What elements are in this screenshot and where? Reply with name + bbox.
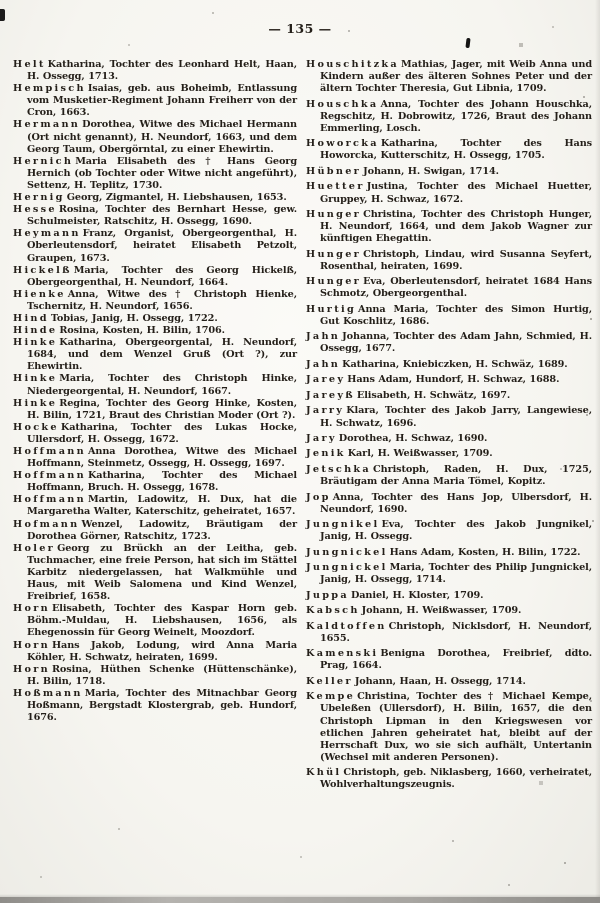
entry-text: Maria, Tochter des Mitnachbar Georg Hoßmann, Bergstadt Klostergrab, geb. Hundorf, 1676.: [27, 687, 297, 724]
entry-surname: Kaldtoffen: [306, 620, 387, 632]
right-column: [306, 59, 592, 795]
register-entry: [306, 209, 592, 245]
entry-surname: Hofmann: [13, 518, 80, 530]
entry-text: Katharina, Tochter des Hans Howorcka, Kutterschitz, H. Ossegg, 1705.: [320, 138, 592, 162]
entry-text: Hans Adam, Kosten, H. Bilin, 1722.: [389, 546, 581, 558]
entry-surname: Jenik: [306, 448, 346, 460]
entry-text: Anna, Tochter des Johann Houschka, Regschitz, H. Dobrowitz, 1726, Braut des Johann Emmerling, Losch.: [320, 98, 592, 134]
entry-text: Christoph, geb. Niklasberg, 1660, verheiratet, Wohlverhaltungszeugnis.: [320, 767, 592, 791]
entry-surname: Jary: [306, 433, 337, 444]
entry-text: Christoph, Nicklsdorf, H. Neundorf, 1655.: [320, 620, 592, 644]
entry-text: Anna Dorothea, Witwe des Michael Hoffmann, Steinmetz, Ossegg, H. Ossegg, 1697.: [27, 446, 297, 470]
entry-text: Rosina, Hüthen Schenke (Hüttenschänke), H. Bilin, 1718.: [27, 663, 297, 687]
register-entry: [13, 494, 297, 518]
entry-surname: Khül: [306, 767, 342, 779]
entry-surname: Hienke: [13, 288, 66, 300]
entry-surname: Keller: [306, 675, 353, 687]
entry-surname: Houschka: [306, 98, 379, 110]
entry-text: Rosina, Kosten, H. Bilin, 1706.: [59, 325, 225, 337]
register-entry: [13, 204, 297, 228]
entry-text: Christoph, Raden, H. Dux, 1725, Bräutigam der Anna Maria Tömel, Kopitz.: [320, 463, 592, 488]
entry-surname: Horn: [13, 663, 50, 675]
entry-surname: Kabsch: [306, 605, 360, 617]
register-entry: [13, 664, 297, 688]
entry-surname: Hinke: [13, 337, 58, 349]
register-entry: [306, 562, 592, 586]
entry-text: Georg zu Brückh an der Leitha, geb. Tuchmacher, eine freie Person, hat sich im Stättel Karbitz niedergelassen, hat Walkmühle und Haus, mit Weib Salomena und Kind Wenzel, Freibrief, 1658.: [27, 542, 297, 603]
register-entry: [13, 156, 297, 192]
entry-surname: Hickelß: [13, 264, 72, 276]
scan-artifact-specks: [0, 0, 2, 2]
entry-text: Elisabeth, H. Schwätz, 1697.: [356, 389, 511, 401]
entry-surname: Hurtig: [306, 303, 357, 315]
entry-surname: Jarey: [306, 374, 346, 386]
entry-text: Hans Jakob, Lodung, wird Anna Maria Köhler, H. Schwatz, heiraten, 1699.: [27, 639, 297, 663]
entry-surname: Hempisch: [13, 83, 86, 95]
register-entry: [13, 59, 297, 83]
register-entry: [13, 325, 297, 337]
entry-text: Johann, H. Weißwasser, 1709.: [361, 605, 522, 617]
left-column: [13, 59, 297, 724]
entry-surname: Hunger: [306, 248, 362, 260]
entry-text: Tobias, Janig, H. Ossegg, 1722.: [50, 312, 218, 324]
entry-text: Katharina, Tochter des Michael Hoffmann, Bruch. H. Ossegg, 1678.: [27, 470, 297, 494]
register-entry: [13, 119, 297, 155]
entry-surname: Helt: [13, 59, 46, 70]
entry-surname: Hoffmann: [13, 446, 86, 457]
entry-text: Christina, Tochter des Christoph Hunger, H. Neundorf, 1664, und dem Jakob Wagner zur künftigen Ehegattin.: [320, 208, 592, 245]
register-entry: [13, 398, 297, 422]
register-entry: [306, 590, 592, 602]
register-entry: [306, 405, 592, 429]
entry-surname: Heymann: [13, 228, 81, 240]
entry-text: Justina, Tochter des Michael Huetter, Gruppey, H. Schwaz, 1672.: [320, 181, 592, 205]
entry-text: Daniel, H. Kloster, 1709.: [350, 589, 484, 601]
entry-text: Isaias, geb. aus Boheimb, Entlassung vom Musketier-Regiment Johann Freiherr von der Cron, 1663.: [27, 83, 297, 119]
entry-text: Mathias, Jager, mit Weib Anna und Kindern außer des älteren Sohnes Peter und der ältern Tochter Theresia, Gut Libnia, 1709.: [320, 59, 592, 95]
register-entry: [306, 492, 592, 516]
entry-text: Karl, H. Weißwasser, 1709.: [347, 448, 493, 460]
entry-surname: Huetter: [306, 181, 365, 193]
entry-text: Rosina, Tochter des Bernhart Hesse, gew. Schulmeister, Ratschitz, H. Ossegg, 1690.: [27, 204, 297, 228]
entry-text: Katharina, Tochter des Lukas Hocke, Ullersdorf, H. Ossegg, 1672.: [27, 421, 297, 445]
entry-text: Anna Maria, Tochter des Simon Hurtig, Gut Koschlitz, 1686.: [320, 303, 592, 327]
entry-surname: Kamenski: [306, 648, 379, 660]
register-entry: [13, 519, 297, 543]
entry-text: Maria, Tochter des Philip Jungnickel, Janig, H. Ossegg, 1714.: [320, 562, 592, 586]
entry-surname: Hunger: [306, 276, 362, 288]
register-entry: [306, 99, 592, 135]
register-entry: [306, 433, 592, 445]
register-entry: [306, 547, 592, 559]
entry-text: Johann, H. Swigan, 1714.: [363, 165, 499, 177]
entry-text: Christina, Tochter des † Michael Kempe, Ubeleßen (Ullersdorf), H. Bilin, 1657, die den Christoph Lipman in den Kriegswesen vor etlichen Jahren geheiratet hat, bleibt auf der Herrschaft Dux, wo sie sich aufhält, Untertanin (Wechsel mit anderen Personen).: [320, 691, 592, 763]
entry-text: Georg, Zigmantel, H. Liebshausen, 1653.: [66, 192, 287, 204]
entry-surname: Hübner: [306, 165, 362, 177]
register-entry: [13, 289, 297, 313]
entry-surname: Jareyß: [306, 389, 355, 401]
entry-surname: Hunger: [306, 208, 362, 220]
entry-text: Elisabeth, Tochter des Kaspar Horn geb. Böhm.-Muldau, H. Liebshausen, 1656, als Ehegenossin für Georg Weinelt, Moozdorf.: [27, 603, 297, 639]
entry-text: Benigna Dorothea, Freibrief, ddto. Prag, 1664.: [320, 648, 592, 672]
page-number: — 135 —: [268, 21, 332, 36]
register-entry: [306, 181, 592, 205]
entry-surname: Hocke: [13, 421, 59, 433]
entry-text: Martin, Ladowitz, H. Dux, hat die Margaretha Walter, Katerschitz, geheiratet, 1657.: [27, 494, 297, 518]
register-entry: [306, 691, 592, 764]
entry-surname: Horn: [13, 603, 50, 615]
register-entry: [13, 603, 297, 639]
register-entry: [306, 304, 592, 328]
entry-text: Christoph, Lindau, wird Susanna Seyfert, Rosenthal, heiraten, 1699.: [320, 248, 592, 272]
entry-surname: Jungnickel: [306, 546, 388, 558]
register-entry: [13, 640, 297, 664]
scan-artifact-ink-blob: [465, 38, 470, 48]
register-entry: [306, 390, 592, 402]
register-entry: [13, 192, 297, 204]
register-entry: [13, 228, 297, 264]
entry-surname: Juppa: [306, 589, 349, 601]
entry-text: Katharina, Tochter des Leonhard Helt, Haan, H. Ossegg, 1713.: [27, 59, 297, 83]
entry-surname: Hinke: [13, 373, 58, 385]
entry-text: Regina, Tochter des Georg Hinke, Kosten, H. Bilin, 1721, Braut des Christian Moder (Ort ?).: [27, 397, 297, 421]
entry-surname: Hinde: [13, 325, 58, 337]
entry-surname: Hoffmann: [13, 494, 86, 506]
register-entry: [306, 648, 592, 672]
entry-surname: Hoffmann: [13, 470, 86, 482]
entry-surname: Jetschka: [306, 463, 372, 475]
entry-text: Johanna, Tochter des Adam Jahn, Schmied, H. Ossegg, 1677.: [320, 331, 592, 355]
register-entry: [13, 83, 297, 119]
entry-surname: Jahn: [306, 358, 341, 370]
register-entry: [13, 337, 297, 373]
register-entry: [13, 688, 297, 724]
entry-surname: Hesse: [13, 204, 57, 216]
scan-artifact-bottom-edge: [0, 897, 600, 903]
entry-surname: Howorcka: [306, 138, 379, 150]
register-entry: [13, 470, 297, 494]
register-entry: [306, 138, 592, 162]
entry-text: Maria, Tochter des Georg Hickelß, Obergeorgenthal, H. Neundorf, 1664.: [27, 264, 297, 288]
register-entry: [306, 464, 592, 488]
register-entry: [306, 374, 592, 386]
entry-surname: Jahn: [306, 331, 341, 343]
entry-surname: Houschitzka: [306, 59, 399, 70]
register-entry: [306, 621, 592, 645]
entry-surname: Hermann: [13, 119, 81, 131]
register-entry: [13, 543, 297, 603]
scan-artifact-page-edge: [595, 0, 600, 903]
entry-text: Dorothea, H. Schwaz, 1690.: [338, 433, 488, 444]
entry-surname: Jop: [306, 491, 331, 503]
entry-text: Anna, Tochter des Hans Jop, Ulbersdorf, H. Neundorf, 1690.: [320, 491, 592, 515]
register-entry: [13, 313, 297, 325]
register-entry: [13, 373, 297, 397]
register-entry: [306, 676, 592, 688]
entry-text: Hans Adam, Hundorf, H. Schwaz, 1688.: [347, 374, 560, 386]
entry-text: Maria Elisabeth des † Hans Georg Hernich (ob Tochter oder Witwe nicht angeführt), Settenz, H. Teplitz, 1730.: [27, 155, 297, 191]
entry-surname: Kempe: [306, 691, 356, 703]
register-entry: [306, 166, 592, 178]
entry-text: Dorothea, Witwe des Michael Hermann (Ort nicht genannt), H. Neundorf, 1663, und dem Georg Taum, Obergörntal, zu einer Ehewirtin.: [27, 119, 297, 155]
entry-text: Eva, Oberleutensdorf, heiratet 1684 Hans Schmotz, Obergeorgenthal.: [320, 276, 592, 300]
register-entry: [306, 359, 592, 371]
entry-text: Anna, Witwe des † Christoph Hienke, Tschernitz, H. Neundorf, 1656.: [27, 288, 297, 312]
entry-surname: Jungnikel: [306, 519, 380, 531]
entry-surname: Holer: [13, 542, 56, 554]
register-entry: [13, 265, 297, 289]
register-entry: [13, 422, 297, 446]
register-entry: [13, 446, 297, 470]
register-entry: [306, 448, 592, 460]
entry-text: Katharina, Obergeorgental, H. Neundorf, 1684, und dem Wenzel Gruß (Ort ?), zur Ehewirtin.: [27, 337, 297, 373]
register-entry: [306, 249, 592, 273]
entry-text: Wenzel, Ladowitz, Bräutigam der Dorothea Görner, Ratschitz, 1723.: [27, 518, 297, 542]
register-entry: [306, 767, 592, 791]
entry-text: Johann, Haan, H. Ossegg, 1714.: [354, 675, 526, 687]
register-entry: [306, 605, 592, 617]
register-entry: [306, 59, 592, 95]
entry-text: Katharina, Kniebiczken, H. Schwäz, 1689.: [342, 358, 568, 370]
scan-artifact-ink-mark: [0, 9, 5, 21]
register-entry: [306, 519, 592, 543]
entry-surname: Hind: [13, 312, 49, 324]
entry-surname: Jungnickel: [306, 562, 388, 574]
entry-surname: Horn: [13, 639, 50, 651]
entry-text: Eva, Tochter des Jakob Jungnikel, Janig, H. Ossegg.: [320, 519, 592, 543]
register-entry: [306, 331, 592, 355]
entry-surname: Hernich: [13, 155, 74, 167]
entry-surname: Hernig: [13, 192, 65, 204]
entry-text: Franz, Organist, Obergeorgenthal, H. Oberleutensdorf, heiratet Elisabeth Petzolt, Graupen, 1673.: [27, 228, 297, 264]
entry-surname: Hinke: [13, 397, 58, 409]
entry-text: Klara, Tochter des Jakob Jarry, Langewiese, H. Schwatz, 1696.: [320, 405, 592, 429]
register-entry: [306, 276, 592, 300]
entry-text: Maria, Tochter des Christoph Hinke, Niedergeorgental, H. Neundorf, 1667.: [27, 373, 297, 397]
entry-surname: Hoßmann: [13, 687, 83, 699]
entry-surname: Jarry: [306, 405, 345, 417]
